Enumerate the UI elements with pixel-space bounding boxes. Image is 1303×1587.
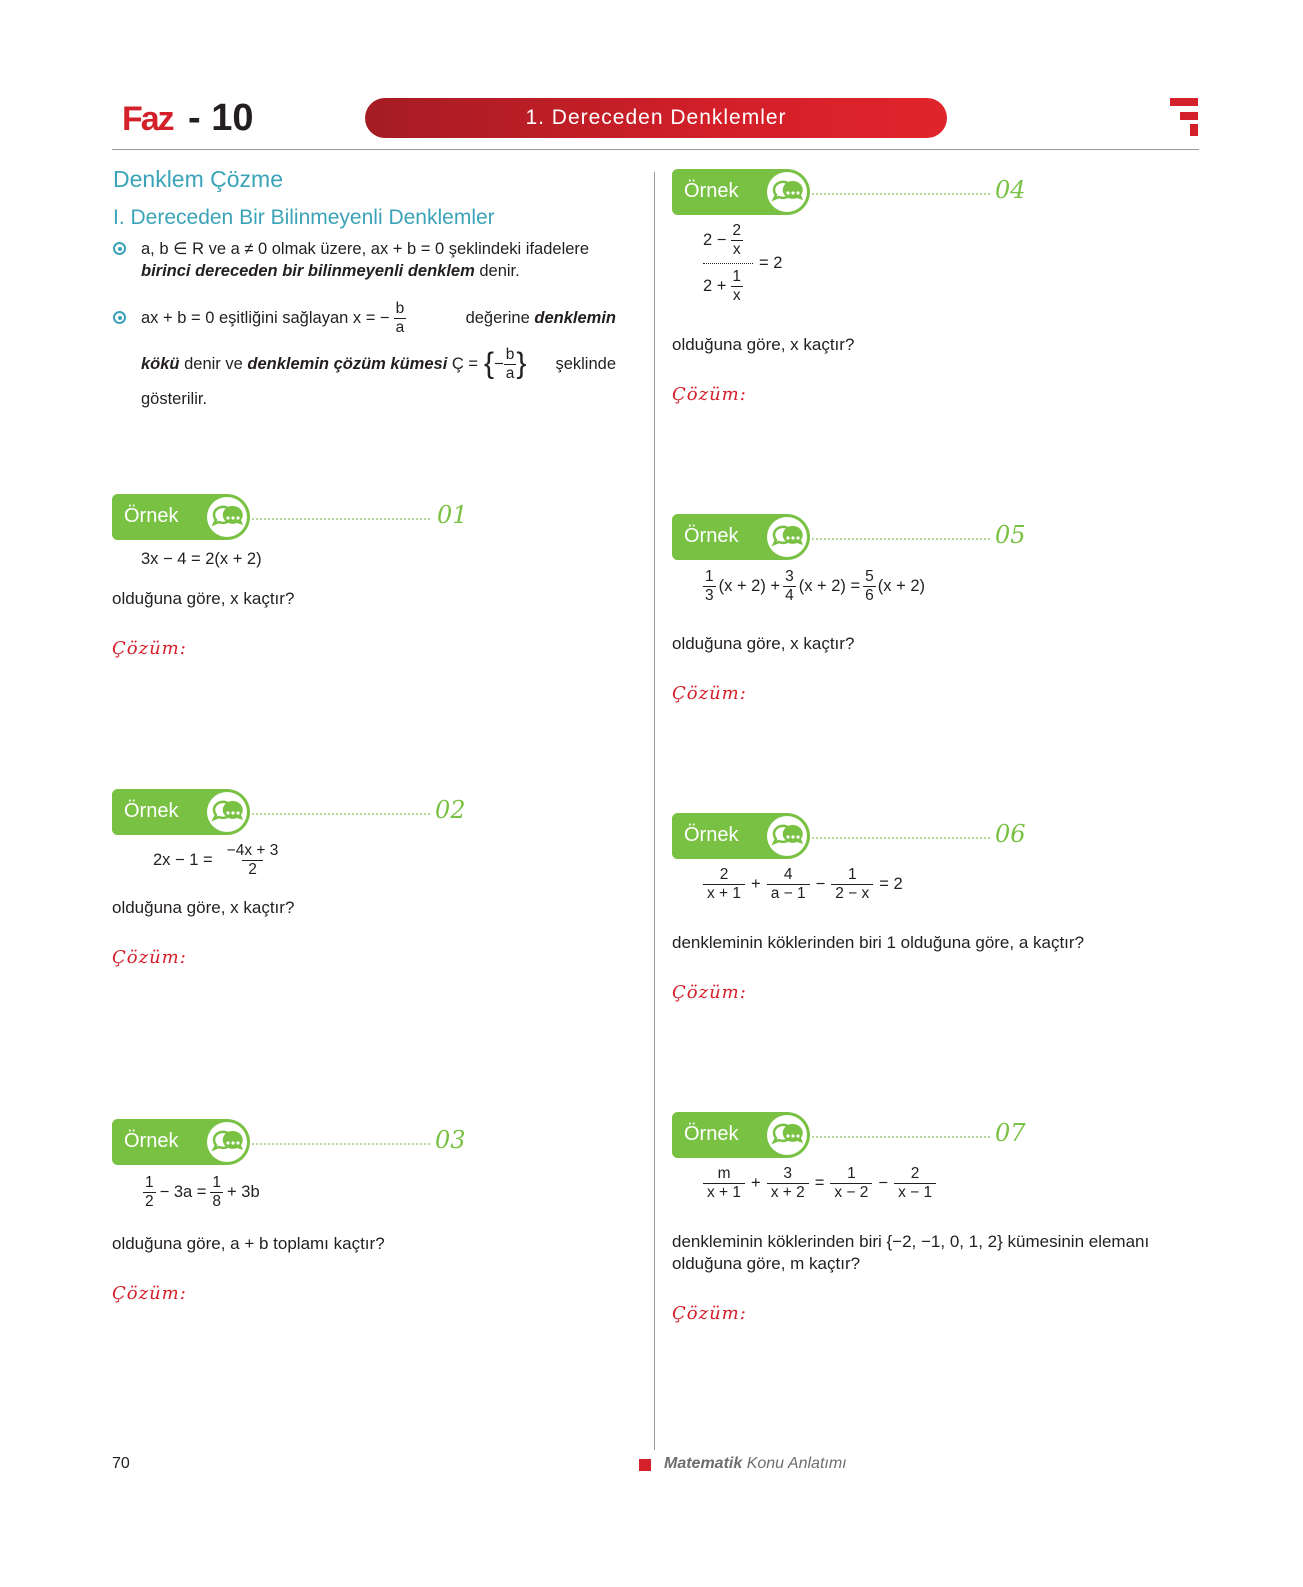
- example-number: 05: [995, 521, 1026, 549]
- complex-fraction-equation: [703, 222, 782, 305]
- dotted-line: [812, 1136, 990, 1138]
- root-text-5: gösterilir.: [141, 390, 208, 408]
- example-badge: [672, 169, 810, 215]
- example-label: Örnek: [124, 800, 179, 822]
- equation: [143, 1174, 260, 1211]
- question-text: denkleminin köklerinden biri 1 olduğuna göre, a kaçtır?: [672, 933, 1085, 952]
- example-number: 06: [995, 820, 1026, 848]
- dotted-line: [252, 518, 430, 520]
- equation-term: + 3b: [227, 1183, 260, 1201]
- faz-logo: [112, 96, 253, 138]
- dotted-line: [812, 193, 990, 195]
- root-text-4: şeklinde: [555, 355, 616, 373]
- solution-label: Çözüm:: [672, 1303, 747, 1324]
- equation-fraction: $\frac{1}{8}$: [212, 1174, 222, 1210]
- section-subtitle: I. Dereceden Bir Bilinmeyenli Denklemler: [113, 206, 495, 229]
- example-label: Örnek: [684, 824, 739, 846]
- book-title: [664, 1455, 847, 1473]
- definition-text: a, b ∈ R ve a ≠ 0 olmak üzere, ax + b = 0 şeklindeki ifadelere: [141, 240, 590, 258]
- equation: 3x − 4 = 2(x + 2): [141, 550, 262, 568]
- example-number: 01: [437, 501, 468, 529]
- complex-fraction: 2 − $\frac{2}{x}$ 2 + $\frac{1}{x}$: [703, 222, 753, 305]
- book-title-bold: Matematik: [664, 1455, 743, 1472]
- equation: [153, 842, 284, 879]
- solution-fraction: $\frac{b}{a}$: [505, 345, 515, 382]
- solution-label: Çözüm:: [672, 683, 747, 704]
- example-badge: [672, 1112, 810, 1158]
- chat-bubbles-icon: [207, 497, 247, 537]
- root-paragraph-line2: kökü denir ve denklemin çözüm kümesi Ç = { − $\frac{b}{a}$ } şeklinde: [141, 345, 616, 382]
- equation: $\frac{2}{x + 1}$ + $\frac{4}{a - 1}$ − $\frac{1}{2 - x}$ = 2: [703, 866, 903, 903]
- solution-label: Çözüm:: [112, 638, 187, 659]
- root-paragraph-line1: [141, 296, 616, 340]
- example-number: 07: [995, 1119, 1026, 1147]
- equation-term: − 3a =: [159, 1183, 207, 1201]
- example-label: Örnek: [124, 1130, 179, 1152]
- dotted-line: [812, 837, 990, 839]
- question-text: denkleminin köklerinden biri {−2, −1, 0, 1, 2} kümesinin elemanı: [672, 1232, 1150, 1251]
- faz-logo-mark: [112, 96, 182, 138]
- solution-label: Çözüm:: [112, 947, 187, 968]
- example-badge: [672, 813, 810, 859]
- brace-right: }: [516, 347, 527, 380]
- equation-fraction: $\frac{-4x + 3}{2}$: [226, 842, 279, 878]
- chapter-banner: [365, 98, 947, 138]
- example-label: Örnek: [124, 505, 179, 527]
- bullet-icon: [113, 311, 126, 324]
- logo-number: - 10: [188, 97, 254, 139]
- equation-rhs: = 2: [759, 254, 783, 272]
- example-badge: [112, 494, 250, 540]
- chat-bubbles-icon: [767, 517, 807, 557]
- equation-lhs: 2x − 1 =: [153, 851, 213, 869]
- question-text: olduğuna göre, x kaçtır?: [112, 898, 295, 917]
- solution-label: Çözüm:: [112, 1283, 187, 1304]
- chat-bubbles-icon: [207, 792, 247, 832]
- chat-bubbles-icon: [207, 1122, 247, 1162]
- chat-bubbles-icon: [767, 1115, 807, 1155]
- example-badge: [112, 1119, 250, 1165]
- example-badge: [112, 789, 250, 835]
- question-text-2: olduğuna göre, m kaçtır?: [672, 1254, 861, 1273]
- solution-label: Çözüm:: [672, 982, 747, 1003]
- chat-bubbles-icon: [767, 816, 807, 856]
- header-divider: [112, 149, 1199, 150]
- solution-set-label: Ç =: [447, 355, 479, 373]
- question-text: olduğuna göre, x kaçtır?: [112, 589, 295, 608]
- page-number: 70: [112, 1455, 130, 1472]
- root-text: ax + b = 0 eşitliğini sağlayan x = −: [141, 309, 390, 327]
- dotted-line: [252, 1143, 430, 1145]
- root-fraction: $\frac{b}{a}$: [395, 299, 405, 336]
- equation: $\frac{1}{3}$ (x + 2) + $\frac{3}{4}$ (x + 2) = $\frac{5}{6}$ (x + 2): [705, 568, 926, 604]
- example-number: 04: [995, 176, 1026, 204]
- example-label: Örnek: [684, 525, 739, 547]
- example-number: 02: [435, 796, 466, 824]
- root-text-2: değerine: [465, 309, 530, 327]
- column-divider: [654, 172, 655, 1450]
- logo-text: Faz: [122, 100, 173, 138]
- dotted-line: [812, 538, 990, 540]
- dotted-line: [252, 813, 430, 815]
- equation: $\frac{m}{x + 1}$ + $\frac{3}{x + 2}$ = $\frac{1}{x - 2}$ − $\frac{2}{x - 1}$: [703, 1165, 936, 1202]
- definition-term: birinci dereceden bir bilinmeyenli denklem: [141, 262, 475, 280]
- root-text-3: denir ve: [179, 355, 248, 373]
- example-badge: [672, 514, 810, 560]
- root-term: denklemin: [534, 309, 616, 327]
- footer-square-icon: [639, 1459, 651, 1471]
- definition-end: denir.: [474, 262, 520, 280]
- corner-logo-icon: [1170, 98, 1198, 138]
- brace-left: {: [484, 347, 495, 380]
- solution-label: Çözüm:: [672, 384, 747, 405]
- root-term-2: kökü: [141, 355, 180, 373]
- bullet-icon: [113, 242, 126, 255]
- example-label: Örnek: [684, 180, 739, 202]
- equation-fraction: $\frac{1}{2}$: [145, 1174, 154, 1210]
- section-title: Denklem Çözme: [113, 166, 283, 192]
- chapter-title: 1. Dereceden Denklemler: [525, 106, 787, 129]
- example-label: Örnek: [684, 1123, 739, 1145]
- book-title-rest: Konu Anlatımı: [742, 1455, 847, 1472]
- question-text: olduğuna göre, x kaçtır?: [672, 634, 855, 653]
- definition-paragraph: [141, 238, 616, 282]
- question-text: olduğuna göre, a + b toplamı kaçtır?: [112, 1234, 385, 1253]
- question-text: olduğuna göre, x kaçtır?: [672, 335, 855, 354]
- example-number: 03: [435, 1126, 466, 1154]
- solution-set-term: denklemin çözüm kümesi: [247, 355, 448, 373]
- chat-bubbles-icon: [767, 172, 807, 212]
